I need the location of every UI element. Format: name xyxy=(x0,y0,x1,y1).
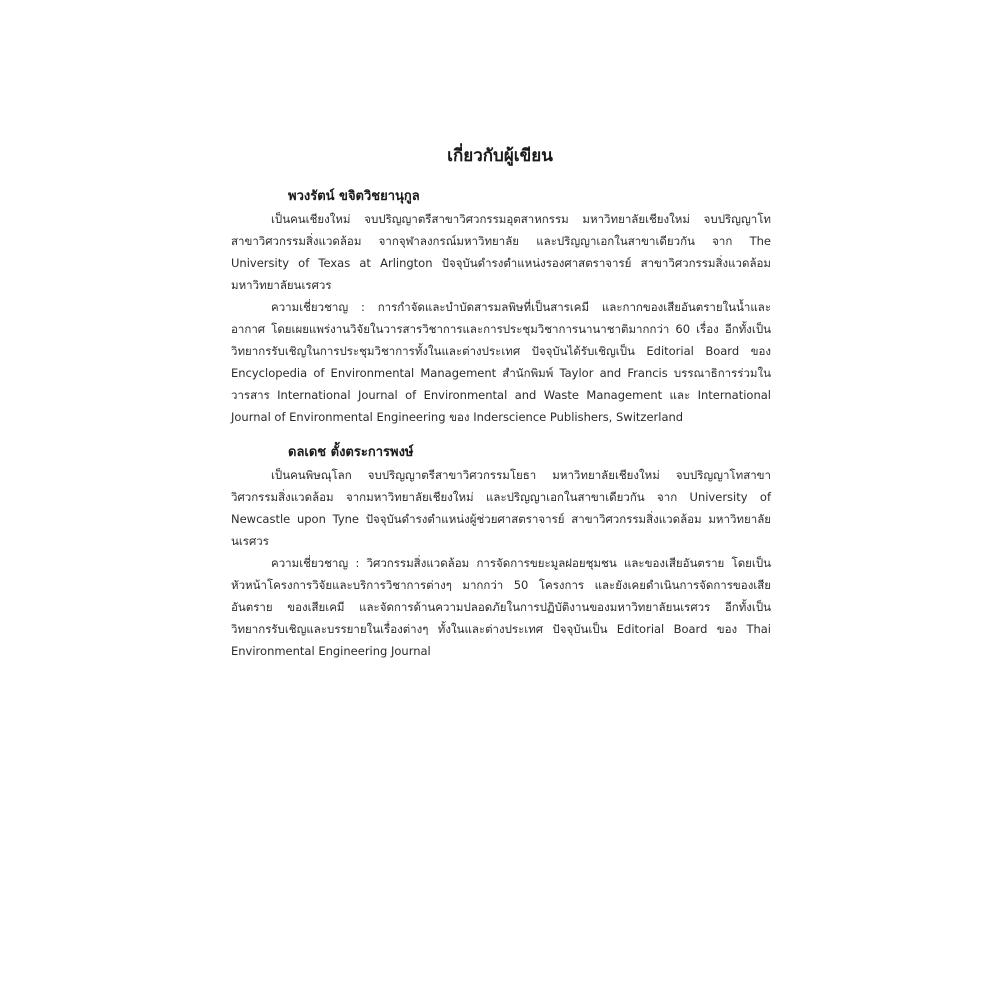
author-section-2 xyxy=(231,442,771,662)
author-bio: เป็นคนเชียงใหม่ จบปริญญาตรีสาขาวิศวกรรมอุตสาหกรรม มหาวิทยาลัยเชียงใหม่ จบปริญญาโท สาขาวิศวกรรมสิ่งแวดล้อม จากจุฬาลงกรณ์มหาวิทยาลัย และปริญญาเอกในสาขาเดียวกัน จาก The University of Texas at Arlington ปัจจุบันดำรงตำแหน่งรองศาสตราจารย์ สาขาวิศวกรรมสิ่งแวดล้อม มหาวิทยาลัยนเรศวร xyxy=(231,212,771,292)
author-bio: เป็นคนพิษณุโลก จบปริญญาตรีสาขาวิศวกรรมโยธา มหาวิทยาลัยเชียงใหม่ จบปริญญาโทสาขาวิศวกรรมสิ่งแวดล้อม จากมหาวิทยาลัยเชียงใหม่ และปริญญาเอกในสาขาเดียวกัน จาก University of Newcastle upon Tyne ปัจจุบันดำรงตำแหน่งผู้ช่วยศาสตราจารย์ สาขาวิศวกรรมสิ่งแวดล้อม มหาวิทยาลัยนเรศวร xyxy=(231,468,771,548)
page-title: เกี่ยวกับผู้เขียน xyxy=(447,146,553,166)
author-name: ดลเดช ตั้งตระการพงษ์ xyxy=(288,445,414,460)
author-name: พวงรัตน์ ขจิตวิชยานุกูล xyxy=(288,189,420,204)
author-section-1 xyxy=(231,186,771,428)
author-expertise: ความเชี่ยวชาญ : วิศวกรรมสิ่งแวดล้อม การจัดการขยะมูลฝอยชุมชน และของเสียอันตราย โดยเป็นหัวหน้าโครงการวิจัยและบริการวิชาการต่างๆ มากกว่า 50 โครงการ และยังเคยดำเนินการจัดการของเสียอันตราย ของเสียเคมี และจัดการด้านความปลอดภัยในการปฏิบัติงานของมหาวิทยาลัยนเรศวร อีกทั้งเป็นวิทยากรรับเชิญและบรรยายในเรื่องต่างๆ ทั้งในและต่างประเทศ ปัจจุบันเป็น Editorial Board ของ Thai Environmental Engineering Journal xyxy=(231,556,771,658)
author-expertise: ความเชี่ยวชาญ : การกำจัดและบำบัดสารมลพิษที่เป็นสารเคมี และกากของเสียอันตรายในน้ำและอากาศ โดยเผยแพร่งานวิจัยในวารสารวิชาการและการประชุมวิชาการนานาชาติมากกว่า 60 เรื่อง อีกทั้งเป็นวิทยากรรับเชิญในการประชุมวิชาการทั้งในและต่างประเทศ ปัจจุบันได้รับเชิญเป็น Editorial Board ของ Encyclopedia of Environmental Management สำนักพิมพ์ Taylor and Francis บรรณาธิการร่วมในวารสาร International Journal of Environmental and Waste Management และ International Journal of Environmental Engineering ของ Inderscience Publishers, Switzerland xyxy=(231,300,771,424)
